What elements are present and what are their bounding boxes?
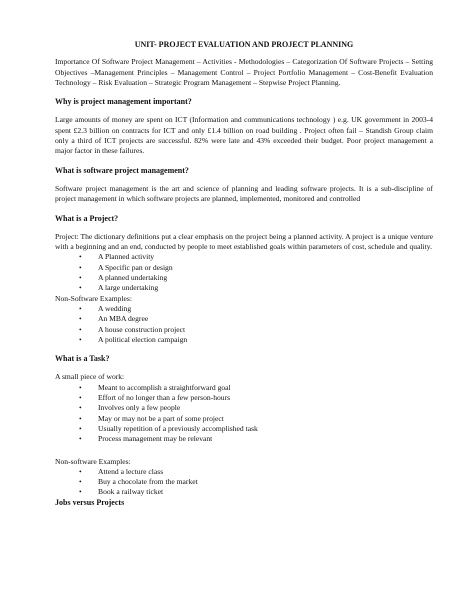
list-item: • Effort of no longer than a few person-hours [79,393,231,403]
heading-jobs-vs-projects: Jobs versus Projects [55,497,125,507]
heading-what-spm: What is software project management? [55,165,189,175]
task-label: A small piece of work: [55,372,125,382]
list-item: • Process management may be relevant [79,434,213,444]
bullet-icon: • [79,423,82,433]
nonsoftware-label: Non-Software Examples: [55,293,132,303]
bullet-icon: • [79,262,82,272]
list-item: • A wedding [79,303,132,313]
document-title: UNIT- PROJECT EVALUATION AND PROJECT PLANNING [134,40,354,49]
list-item: • Involves only a few people [79,403,181,413]
nonsoftware-task-list [55,467,433,498]
list-item: • A political election campaign [79,334,188,344]
nonsoftware-project-list [55,304,433,345]
bullet-icon: • [79,314,82,324]
list-item: • A house construction project [79,324,186,334]
document-page [55,40,433,508]
list-item: • A Planned activity [79,252,155,262]
why-paragraph: Large amounts of money are spent on ICT (Information and communications technology ) e.g. UK government in 2003-4 spent £2.3 billion on contracts for ICT and only £1.4 billion on road building . Project often fail – Standish Group claim only a third of ICT projects are successful. 82% were late and 43% exceeded their budget. Poor project management a major factor in these failures. [55,115,433,156]
bullet-icon: • [79,382,82,392]
list-item: • An MBA degree [79,314,149,324]
bullet-icon: • [79,324,82,334]
bullet-icon: • [79,283,82,293]
bullet-icon: • [79,403,82,413]
list-item: • A Specific pan or design [79,262,173,272]
list-item: • Book a railway ticket [79,487,164,497]
bullet-icon: • [79,393,82,403]
list-item: • A large undertaking [79,283,159,293]
list-item: • Buy a chocolate from the market [79,477,198,487]
list-item: • Meant to accomplish a straightforward goal [79,382,231,392]
task-nonsoftware-label: Non-software Examples: [55,456,131,466]
heading-what-task: What is a Task? [55,354,110,364]
list-item: • May or may not be a part of some project [79,413,224,423]
list-item: • Attend a lecture class [79,466,164,476]
project-list [55,252,433,293]
bullet-icon: • [79,413,82,423]
bullet-icon: • [79,252,82,262]
bullet-icon: • [79,477,82,487]
list-item: • A planned undertaking [79,273,168,283]
bullet-icon: • [79,273,82,283]
task-list [55,383,433,445]
heading-why: Why is project management important? [55,97,192,107]
intro-paragraph: Importance Of Software Project Management – Activities - Methodologies – Categorization Of Software Projects – Setting Objectives –Management Principles – Management Control – Project Portfolio Management – Cost-Benefit Evaluation Technology – Risk Evaluation – Strategic Program Management – Stepwise Project Planning. [55,57,433,87]
bullet-icon: • [79,434,82,444]
list-item: • Usually repetition of a previously accomplished task [79,423,258,433]
bullet-icon: • [79,466,82,476]
spm-paragraph: Software project management is the art and science of planning and leading software projects. It is a sub-discipline of project management in which software projects are planned, implemented, monitored and controlled [55,183,433,204]
heading-what-project: What is a Project? [55,213,119,223]
bullet-icon: • [79,303,82,313]
bullet-icon: • [79,334,82,344]
project-paragraph: Project: The dictionary definitions put a clear emphasis on the project being a planned activity. A project is a unique venture with a beginning and an end, conducted by people to meet established goals within parameters of cost, schedule and quality. [55,231,433,252]
bullet-icon: • [79,487,82,497]
